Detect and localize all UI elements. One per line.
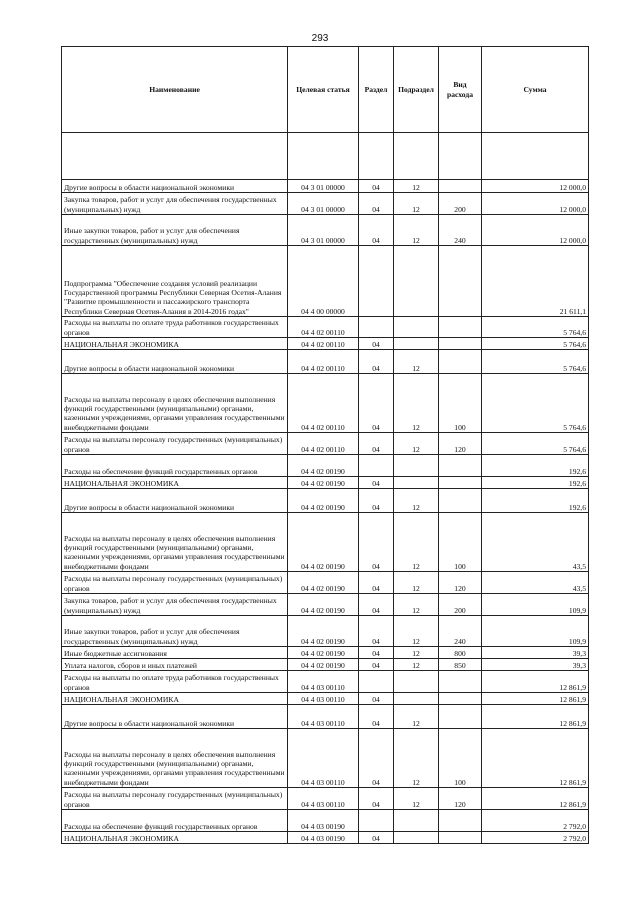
row-sum: 12 000,0 [482,215,589,246]
table-row [62,193,589,215]
row-subsection [394,810,439,832]
table-row [62,180,589,193]
row-subsection: 12 [394,374,439,433]
row-sum: 5 764,6 [482,317,589,338]
row-subsection: 12 [394,659,439,671]
row-sum: 12 861,9 [482,729,589,788]
row-target-code: 04 3 01 00000 [288,193,359,215]
table-row [62,705,589,729]
row-name: Подпрограмма "Обеспечение создания условий реализации Государственной программы Республики Северная Осетия-Алания "Развитие промышленности и пассажирского транспорта Республики Северная Осетия-Алания в 2014-2016 годах" [62,246,288,317]
row-target-code: 04 4 02 00110 [288,350,359,374]
table-row [62,215,589,246]
row-subsection: 12 [394,215,439,246]
row-sum: 12 861,9 [482,705,589,729]
row-subsection [394,317,439,338]
row-expense-type [439,350,482,374]
row-section: 04 [359,180,394,193]
row-expense-type: 100 [439,513,482,572]
row-name: Расходы на выплаты персоналу в целях обеспечения выполнения функций государственными (муниципальными) органами, казенными учреждениями, органами управления государственными внебюджетными фондами [62,729,288,788]
row-name: Расходы на выплаты по оплате труда работников государственных органов [62,671,288,693]
table-row [62,317,589,338]
row-expense-type: 800 [439,647,482,659]
row-target-code: 04 4 03 00110 [288,705,359,729]
row-section [359,455,394,477]
row-sum: 109,9 [482,616,589,647]
row-name: Другие вопросы в области национальной экономики [62,180,288,193]
header-name: Наименование [62,47,288,133]
row-subsection: 12 [394,705,439,729]
row-expense-type [439,317,482,338]
row-sum: 5 764,6 [482,433,589,455]
row-sum: 43,5 [482,513,589,572]
row-sum: 109,9 [482,594,589,616]
row-target-code: 04 4 02 00190 [288,616,359,647]
row-sum: 39,3 [482,659,589,671]
row-subsection [394,671,439,693]
row-subsection [394,246,439,317]
row-subsection [394,338,439,350]
row-sum: 2 792,0 [482,810,589,832]
row-subsection: 12 [394,729,439,788]
row-name: Расходы на обеспечение функций государственных органов [62,455,288,477]
header-section: Раздел [359,47,394,133]
table-row [62,832,589,844]
row-subsection: 12 [394,572,439,594]
row-sum: 12 000,0 [482,180,589,193]
row-section: 04 [359,489,394,513]
row-section: 04 [359,433,394,455]
table-row [62,455,589,477]
row-name: НАЦИОНАЛЬНАЯ ЭКОНОМИКА [62,338,288,350]
row-expense-type: 120 [439,788,482,810]
row-expense-type [439,455,482,477]
row-sum: 43,5 [482,572,589,594]
row-target-code: 04 4 02 00190 [288,659,359,671]
row-expense-type [439,693,482,705]
row-target-code: 04 4 03 00110 [288,671,359,693]
row-sum: 12 000,0 [482,193,589,215]
row-expense-type [439,180,482,193]
row-target-code: 04 3 01 00000 [288,215,359,246]
row-expense-type: 120 [439,572,482,594]
row-expense-type: 100 [439,374,482,433]
row-expense-type: 100 [439,729,482,788]
row-target-code: 04 4 03 00190 [288,832,359,844]
header-sum: Сумма [482,47,589,133]
row-target-code: 04 4 03 00110 [288,693,359,705]
row-section: 04 [359,616,394,647]
row-expense-type: 850 [439,659,482,671]
row-name: Закупка товаров, работ и услуг для обеспечения государственных (муниципальных) нужд [62,193,288,215]
row-subsection: 12 [394,788,439,810]
row-section [359,810,394,832]
row-target-code: 04 4 02 00190 [288,513,359,572]
row-name: НАЦИОНАЛЬНАЯ ЭКОНОМИКА [62,477,288,489]
row-sum: 192,6 [482,489,589,513]
page-number: 293 [311,33,329,44]
row-section [359,317,394,338]
row-target-code: 04 4 02 00110 [288,338,359,350]
table-row [62,350,589,374]
row-name: Расходы на выплаты персоналу государственных (муниципальных) органов [62,572,288,594]
table-row [62,489,589,513]
row-section: 04 [359,193,394,215]
header-subsection: Подраздел [394,47,439,133]
row-name: Другие вопросы в области национальной экономики [62,489,288,513]
row-sum: 5 764,6 [482,338,589,350]
row-name: НАЦИОНАЛЬНАЯ ЭКОНОМИКА [62,832,288,844]
header-row [62,47,589,133]
row-expense-type [439,832,482,844]
row-section: 04 [359,572,394,594]
table-row [62,659,589,671]
row-section: 04 [359,647,394,659]
row-sum: 5 764,6 [482,350,589,374]
row-subsection [394,693,439,705]
row-subsection: 12 [394,594,439,616]
row-name: Иные бюджетные ассигнования [62,647,288,659]
row-sum: 21 611,1 [482,246,589,317]
row-expense-type [439,671,482,693]
row-name: Закупка товаров, работ и услуг для обеспечения государственных (муниципальных) нужд [62,594,288,616]
row-target-code: 04 4 02 00190 [288,477,359,489]
row-section: 04 [359,693,394,705]
row-target-code: 04 4 03 00110 [288,788,359,810]
table-row [62,374,589,433]
table-row [62,246,589,317]
row-target-code: 04 4 02 00190 [288,455,359,477]
row-name: Расходы на выплаты персоналу в целях обеспечения выполнения функций государственными (муниципальными) органами, казенными учреждениями, органами управления государственными внебюджетными фондами [62,513,288,572]
table-row [62,647,589,659]
row-section: 04 [359,594,394,616]
row-section: 04 [359,832,394,844]
row-target-code: 04 4 02 00190 [288,572,359,594]
table-row [62,572,589,594]
row-name: Иные закупки товаров, работ и услуг для обеспечения государственных (муниципальных) нужд [62,215,288,246]
row-subsection: 12 [394,350,439,374]
row-subsection: 12 [394,513,439,572]
row-section: 04 [359,477,394,489]
row-expense-type [439,477,482,489]
row-name: Расходы на выплаты персоналу в целях обеспечения выполнения функций государственными (муниципальными) органами, казенными учреждениями, органами управления государственными внебюджетными фондами [62,374,288,433]
row-sum: 192,6 [482,477,589,489]
row-section: 04 [359,215,394,246]
row-subsection: 12 [394,193,439,215]
row-name: Другие вопросы в области национальной экономики [62,705,288,729]
row-section: 04 [359,788,394,810]
table-row [62,693,589,705]
row-section [359,671,394,693]
row-target-code: 04 4 02 00190 [288,647,359,659]
row-sum: 2 792,0 [482,832,589,844]
row-expense-type: 200 [439,193,482,215]
row-sum: 192,6 [482,455,589,477]
row-expense-type [439,338,482,350]
row-target-code: 04 3 01 00000 [288,180,359,193]
row-section: 04 [359,374,394,433]
table-row [62,810,589,832]
row-section: 04 [359,513,394,572]
spacer-row [62,133,589,180]
table-row [62,477,589,489]
row-expense-type: 240 [439,215,482,246]
table-row [62,594,589,616]
row-subsection [394,477,439,489]
header-target: Целевая статья [288,47,359,133]
row-target-code: 04 4 02 00190 [288,489,359,513]
row-section [359,246,394,317]
row-subsection: 12 [394,616,439,647]
row-name: Расходы на обеспечение функций государственных органов [62,810,288,832]
row-target-code: 04 4 00 00000 [288,246,359,317]
row-target-code: 04 4 02 00110 [288,433,359,455]
row-sum: 12 861,9 [482,693,589,705]
row-expense-type [439,810,482,832]
row-name: Расходы на выплаты персоналу государственных (муниципальных) органов [62,433,288,455]
row-expense-type [439,246,482,317]
row-target-code: 04 4 02 00110 [288,374,359,433]
row-section: 04 [359,350,394,374]
row-section: 04 [359,659,394,671]
row-name: Уплата налогов, сборов и иных платежей [62,659,288,671]
row-expense-type [439,489,482,513]
row-expense-type: 120 [439,433,482,455]
row-target-code: 04 4 03 00190 [288,810,359,832]
row-expense-type: 240 [439,616,482,647]
row-subsection: 12 [394,433,439,455]
row-name: Расходы на выплаты по оплате труда работников государственных органов [62,317,288,338]
table-row [62,788,589,810]
row-name: НАЦИОНАЛЬНАЯ ЭКОНОМИКА [62,693,288,705]
table-row [62,513,589,572]
row-name: Иные закупки товаров, работ и услуг для обеспечения государственных (муниципальных) нужд [62,616,288,647]
table-row [62,338,589,350]
row-name: Другие вопросы в области национальной экономики [62,350,288,374]
row-sum: 5 764,6 [482,374,589,433]
row-subsection: 12 [394,180,439,193]
row-target-code: 04 4 02 00110 [288,317,359,338]
row-subsection: 12 [394,489,439,513]
row-expense-type [439,705,482,729]
table-row [62,671,589,693]
row-subsection [394,455,439,477]
row-section: 04 [359,729,394,788]
budget-table [61,46,589,844]
row-subsection: 12 [394,647,439,659]
row-target-code: 04 4 03 00110 [288,729,359,788]
table-row [62,616,589,647]
table-row [62,433,589,455]
row-sum: 12 861,9 [482,788,589,810]
row-section: 04 [359,338,394,350]
row-sum: 39,3 [482,647,589,659]
row-name: Расходы на выплаты персоналу государственных (муниципальных) органов [62,788,288,810]
row-target-code: 04 4 02 00190 [288,594,359,616]
row-sum: 12 861,9 [482,671,589,693]
row-section: 04 [359,705,394,729]
row-subsection [394,832,439,844]
header-expense-type: Вид расхода [439,47,482,133]
table-row [62,729,589,788]
row-expense-type: 200 [439,594,482,616]
